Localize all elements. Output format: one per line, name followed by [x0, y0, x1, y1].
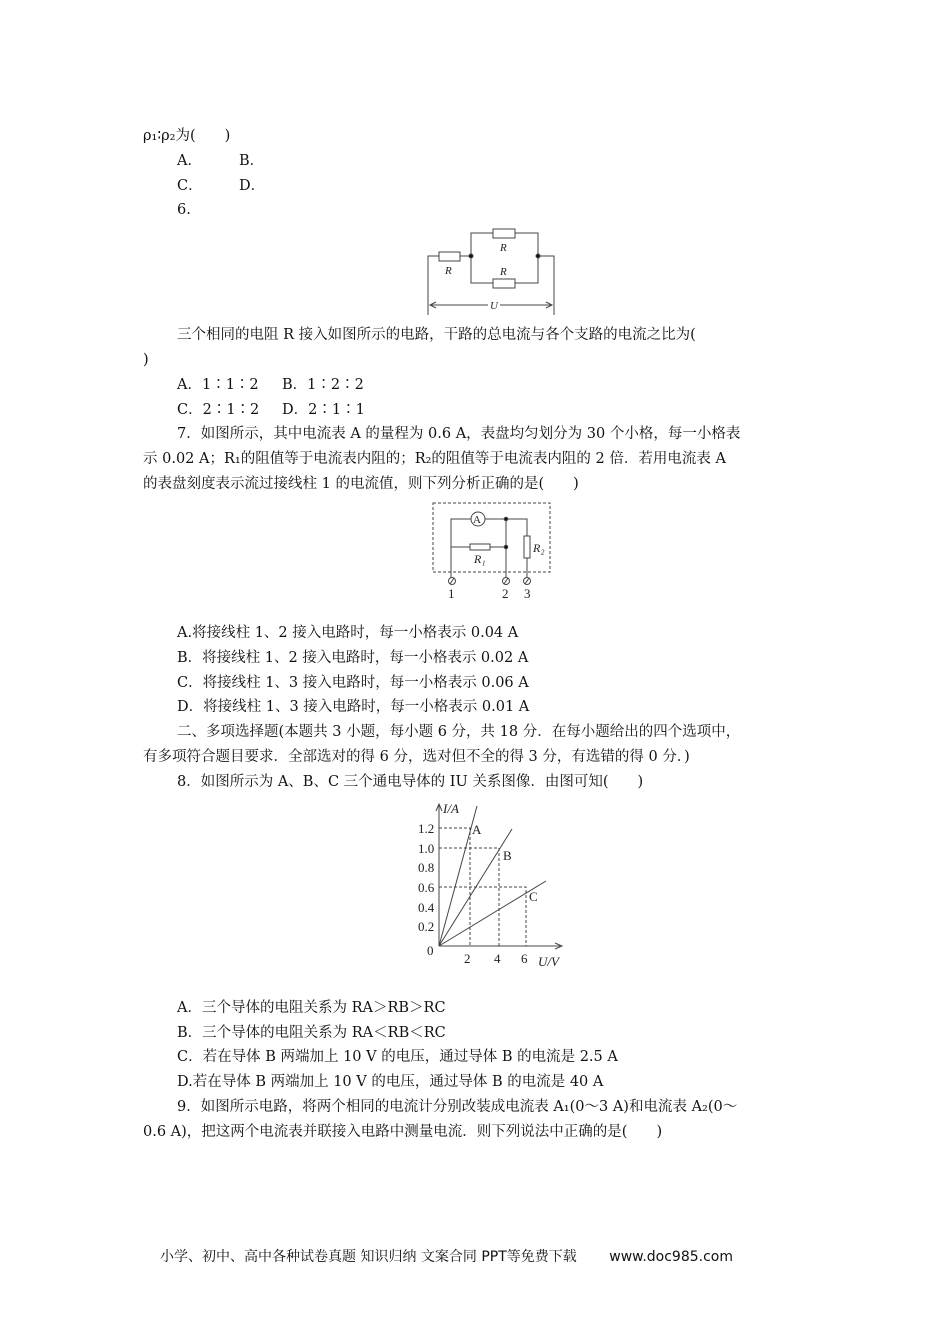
q8-option-c: C．若在导体 B 两端加上 10 V 的电压，通过导体 B 的电流是 2.5 A — [177, 1049, 618, 1065]
q6-stem-line2: ) — [143, 352, 149, 368]
section2-heading-line2: 有多项符合题目要求．全部选对的得 6 分，选对但不全的得 3 分，有选错的得 0 分．) — [143, 749, 690, 765]
terminal-3-label: 3 — [524, 586, 531, 601]
q6-stem-line1: 三个相同的电阻 R 接入如图所示的电路，干路的总电流与各个支路的电流之比为( — [177, 327, 696, 343]
footer-text: 小学、初中、高中各种试卷真题 知识归纳 文案合同 PPT等免费下载 — [160, 1249, 577, 1265]
q6-label-u: U — [490, 300, 498, 312]
series-label-b: B — [503, 848, 512, 863]
origin-label: 0 — [427, 943, 434, 958]
q6-option-b: B．1∶2∶2 — [282, 377, 364, 393]
y-axis-label: I/A — [443, 801, 459, 816]
q7-option-b: B．将接线柱 1、2 接入电路时，每一小格表示 0.02 A — [177, 650, 529, 666]
x-axis-label: U/V — [538, 954, 559, 969]
q6-option-a: A．1∶1∶2 — [177, 377, 259, 393]
q8-iu-graph — [436, 804, 562, 949]
q6-label-r3: R — [500, 266, 507, 278]
q9-stem-line2: 0.6 A)，把这两个电流表并联接入电路中测量电流．则下列说法中正确的是( ) — [143, 1124, 663, 1140]
q8-stem: 8．如图所示为 A、B、C 三个通电导体的 IU 关系图像．由图可知( ) — [177, 774, 644, 790]
q7-ammeter-label: A — [473, 514, 481, 526]
q6-number: 6. — [177, 202, 191, 218]
q7-option-c: C．将接线柱 1、3 接入电路时，每一小格表示 0.06 A — [177, 675, 529, 691]
q6-label-r2: R — [500, 242, 507, 254]
section2-heading-line1: 二、多项选择题(本题共 3 小题，每小题 6 分，共 18 分．在每小题给出的四个选项中， — [177, 724, 741, 740]
series-label-c: C — [529, 889, 538, 904]
y-tick: 1.0 — [418, 841, 435, 856]
q6-label-r1: R — [445, 265, 452, 277]
y-tick: 0.8 — [418, 860, 435, 875]
q7-label-r1: R₁ — [474, 552, 486, 566]
y-tick: 0.4 — [418, 900, 435, 915]
x-tick: 6 — [521, 951, 528, 966]
q7-label-r2: R₂ — [533, 541, 545, 555]
q6-option-d: D．2∶1∶1 — [282, 402, 365, 418]
q5-option-a: A． — [177, 153, 202, 169]
terminal-1-label: 1 — [448, 586, 455, 601]
q5-option-c: C． — [177, 178, 203, 194]
q8-option-b: B．三个导体的电阻关系为 RA＜RB＜RC — [177, 1025, 446, 1041]
q7-option-a: A.将接线柱 1、2 接入电路时，每一小格表示 0.04 A — [177, 625, 519, 641]
y-tick: 1.2 — [418, 821, 435, 836]
q7-option-d: D．将接线柱 1、3 接入电路时，每一小格表示 0.01 A — [177, 699, 530, 715]
q9-stem-line1: 9．如图所示电路，将两个相同的电流计分别改装成电流表 A₁(0～3 A)和电流表 A₂(0～ — [177, 1099, 738, 1115]
q7-stem-line1: 7．如图所示，其中电流表 A 的量程为 0.6 A，表盘均匀划分为 30 个小格，每一小格表 — [177, 426, 741, 442]
y-tick: 0.2 — [418, 919, 435, 934]
x-tick: 2 — [464, 951, 471, 966]
x-tick: 4 — [494, 951, 501, 966]
terminal-2-label: 2 — [502, 586, 509, 601]
q6-option-c: C．2∶1∶2 — [177, 402, 260, 418]
y-tick: 0.6 — [418, 880, 435, 895]
footer — [160, 1246, 733, 1266]
series-label-a: A — [472, 822, 482, 837]
q7-stem-line3: 的表盘刻度表示流过接线柱 1 的电流值，则下列分析正确的是( ) — [143, 476, 579, 492]
footer-url[interactable]: www.doc985.com — [609, 1249, 733, 1265]
q5-stem: ρ₁∶ρ₂为( ) — [143, 128, 231, 144]
q7-stem-line2: 示 0.02 A；R₁的阻值等于电流表内阻的；R₂的阻值等于电流表内阻的 2 倍．若用电流表 A — [143, 451, 726, 467]
q5-option-b: B． — [239, 153, 265, 169]
q8-option-d: D.若在导体 B 两端加上 10 V 的电压，通过导体 B 的电流是 40 A — [177, 1074, 604, 1090]
q5-option-d: D． — [239, 178, 266, 194]
q8-option-a: A．三个导体的电阻关系为 RA＞RB＞RC — [177, 1000, 446, 1016]
